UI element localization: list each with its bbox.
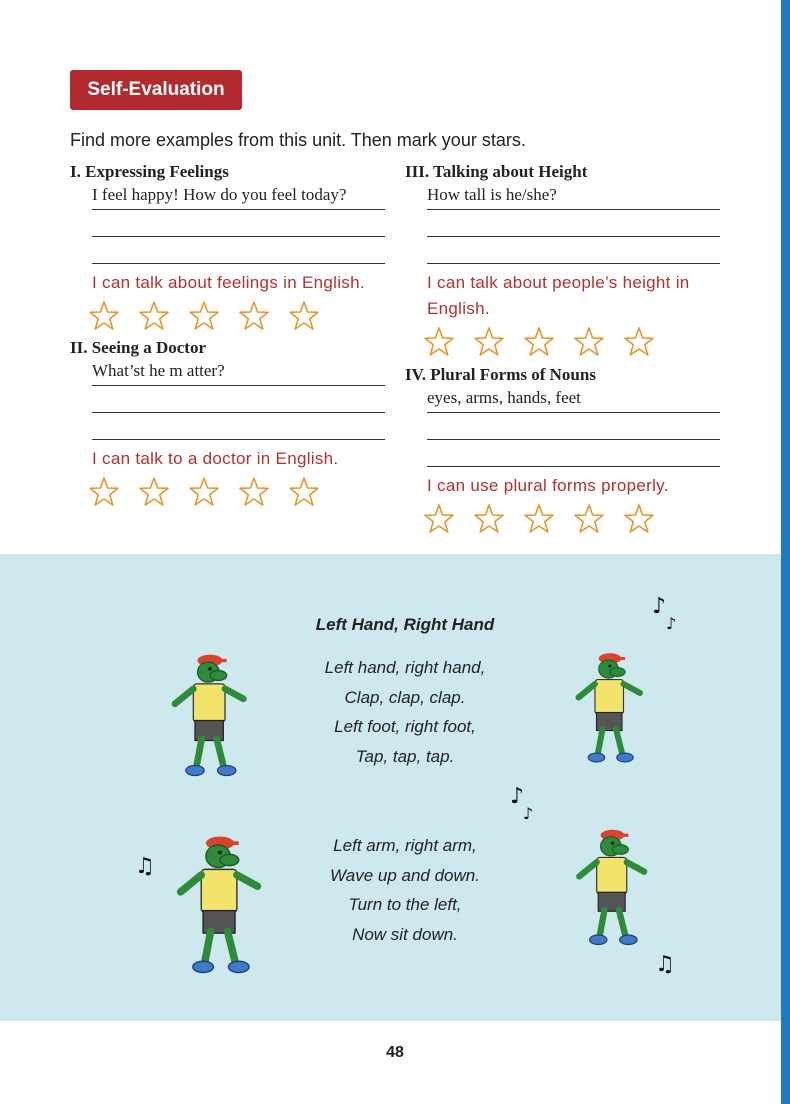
star-outline-icon[interactable] [238, 476, 270, 508]
lyric-line: Left arm, right arm, [333, 836, 477, 855]
answer-line[interactable]: What’st he m atter? [92, 359, 385, 386]
lyric-line: Left foot, right foot, [334, 717, 476, 736]
star-outline-icon[interactable] [523, 326, 555, 358]
can-do-line: English. [427, 299, 490, 318]
music-note-icon: ♫ [655, 952, 675, 977]
star-outline-icon[interactable] [288, 476, 320, 508]
answer-line[interactable] [92, 210, 385, 237]
answer-line[interactable]: How tall is he/she? [427, 183, 720, 210]
answer-line[interactable] [92, 413, 385, 440]
can-do-statement: I can use plural forms properly. [427, 476, 669, 495]
lyric-line: Turn to the left, [348, 895, 462, 914]
crocodile-character [565, 810, 660, 965]
section-title: II. Seeing a Doctor [70, 338, 206, 357]
music-note-icon: ♫ [135, 854, 155, 879]
star-outline-icon[interactable] [573, 326, 605, 358]
answer-line[interactable]: I feel happy! How do you feel today? [92, 183, 385, 210]
section-expressing-feelings [70, 161, 385, 334]
star-rating [88, 300, 385, 334]
instruction-text: Find more examples from this unit. Then mark your stars. [70, 130, 526, 150]
can-do-statement: I can talk to a doctor in English. [92, 449, 339, 468]
page-number: 48 [386, 1044, 404, 1061]
self-evaluation-badge: Self-Evaluation [70, 70, 242, 110]
star-rating [88, 476, 385, 510]
star-outline-icon[interactable] [473, 326, 505, 358]
star-outline-icon[interactable] [88, 476, 120, 508]
star-outline-icon[interactable] [623, 326, 655, 358]
crocodile-character [160, 830, 280, 980]
lyric-line: Clap, clap, clap. [344, 687, 466, 707]
answer-line[interactable] [427, 237, 720, 264]
lyric-line: Tap, tap, tap. [355, 746, 455, 766]
lyric-line: Now sit down. [352, 924, 458, 944]
star-outline-icon[interactable] [523, 503, 555, 535]
music-note-icon: ♪ [666, 614, 677, 633]
lyric-line: Left hand, right hand, [324, 658, 486, 677]
can-do-statement: I can talk about feelings in English. [92, 273, 365, 292]
answer-line[interactable] [92, 237, 385, 264]
answer-line[interactable]: eyes, arms, hands, feet [427, 386, 720, 413]
answer-line[interactable] [427, 413, 720, 440]
song-title: Left Hand, Right Hand [315, 615, 495, 634]
song-verse-2 [300, 831, 510, 949]
star-outline-icon[interactable] [138, 476, 170, 508]
star-outline-icon[interactable] [138, 300, 170, 332]
star-outline-icon[interactable] [423, 326, 455, 358]
star-outline-icon[interactable] [423, 503, 455, 535]
lyric-line: Wave up and down. [330, 865, 480, 885]
star-outline-icon[interactable] [88, 300, 120, 332]
star-outline-icon[interactable] [188, 476, 220, 508]
star-outline-icon[interactable] [238, 300, 270, 332]
star-outline-icon[interactable] [573, 503, 605, 535]
song-verse-1 [300, 653, 510, 771]
crocodile-character [160, 638, 260, 793]
answer-line[interactable] [427, 440, 720, 467]
section-title: IV. Plural Forms of Nouns [405, 365, 596, 384]
section-talking-about-height [405, 161, 720, 360]
answer-line[interactable] [92, 386, 385, 413]
music-note-icon: ♪ [510, 784, 525, 809]
section-seeing-a-doctor [70, 337, 385, 510]
section-plural-forms [405, 364, 720, 537]
section-title: III. Talking about Height [405, 162, 588, 181]
star-rating [423, 326, 720, 360]
answer-line[interactable] [427, 210, 720, 237]
star-outline-icon[interactable] [288, 300, 320, 332]
star-outline-icon[interactable] [623, 503, 655, 535]
can-do-statement [427, 270, 720, 322]
section-title: I. Expressing Feelings [70, 162, 229, 181]
page-edge-bar [781, 0, 790, 1104]
star-outline-icon[interactable] [473, 503, 505, 535]
crocodile-character [565, 638, 655, 778]
music-note-icon: ♪ [652, 594, 667, 619]
can-do-line: I can talk about people’s height in [427, 273, 690, 292]
star-outline-icon[interactable] [188, 300, 220, 332]
star-rating [423, 503, 720, 537]
music-note-icon: ♪ [523, 804, 534, 823]
